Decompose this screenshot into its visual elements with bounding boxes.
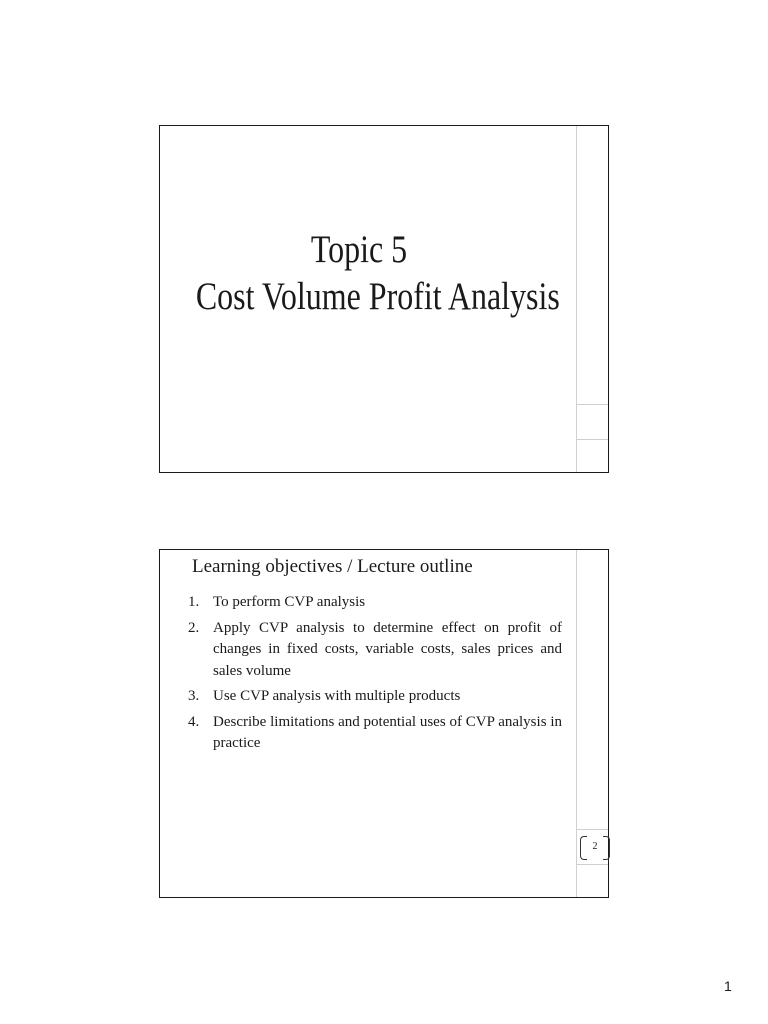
list-item [188, 618, 562, 683]
slide-number: 2 [592, 841, 598, 852]
slide-2-frame [159, 549, 609, 898]
bracket-right-icon [603, 836, 610, 860]
list-item-text: Describe limitations and potential uses of CVP analysis in practice [213, 713, 562, 751]
list-item-number: 1. [188, 594, 200, 610]
list-item-number: 4. [188, 713, 200, 730]
page-number: 1 [724, 978, 732, 994]
title-line-subject: Cost Volume Profit Analysis [195, 275, 560, 318]
list-item [188, 592, 562, 614]
notes-divider-line [576, 864, 608, 865]
slide-2-heading: Learning objectives / Lecture outline [192, 556, 473, 577]
notes-divider-line [576, 404, 608, 405]
slide-number-badge [580, 834, 610, 862]
list-item-text: Apply CVP analysis to determine effect on profit of changes in fixed costs, variable costs, sales prices and sales volume [213, 619, 562, 679]
slide-1-title [195, 226, 560, 320]
slide-1-frame [159, 125, 609, 473]
objectives-list [188, 592, 562, 759]
notes-column-divider [576, 550, 577, 897]
notes-divider-line [576, 439, 608, 440]
list-item-text: To perform CVP analysis [213, 594, 366, 610]
list-item [188, 686, 562, 708]
title-line-topic: Topic 5 [310, 228, 408, 271]
list-item-number: 2. [188, 619, 200, 636]
notes-divider-line [576, 829, 608, 830]
list-item-text: Use CVP analysis with multiple products [213, 688, 461, 704]
notes-column-divider [576, 126, 577, 472]
list-item-number: 3. [188, 688, 200, 704]
list-item [188, 712, 562, 755]
